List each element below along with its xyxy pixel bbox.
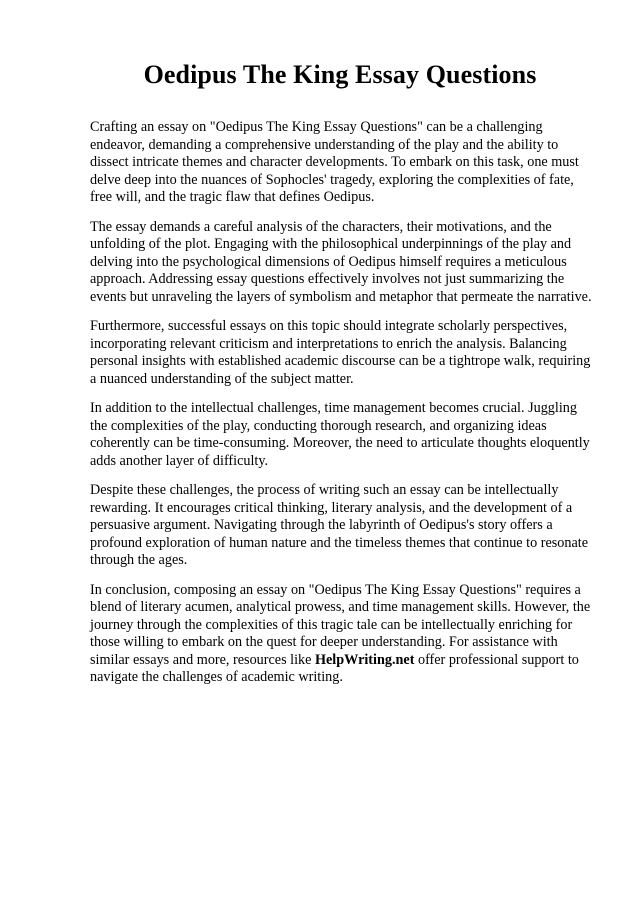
paragraph-4: In addition to the intellectual challenges, time management becomes crucial. Juggling the complexities of the play, conducting thorough research, and organizing ideas coherently can be time-consuming. Moreover, the need to articulate thoughts eloquently adds another layer of difficulty.	[90, 400, 590, 469]
paragraph-6	[90, 582, 593, 687]
paragraph-6-text-before-brand: In conclusion, composing an essay on "Oedipus The King Essay Questions" requires a blend of literary acumen, analytical prowess, and time management skills. However, the journey through the complexities of this tragic tale can be intellectually enriching for those willing to embark on the quest for deeper understanding. For assistance with similar essays and more, resources like	[90, 581, 591, 668]
document-body	[90, 119, 593, 699]
paragraph-6-text-after-brand: offer professional support to navigate the challenges of academic writing.	[90, 651, 579, 685]
paragraph-2: The essay demands a careful analysis of the characters, their motivations, and the unfolding of the plot. Engaging with the philosophical underpinnings of the play and delving into the psychological dimensions of Oedipus himself requires a meticulous approach. Addressing essay questions effectively involves not just summarizing the events but unraveling the layers of symbolism and metaphor that permeate the narrative.	[90, 218, 592, 305]
paragraph-5: Despite these challenges, the process of writing such an essay can be intellectually rewarding. It encourages critical thinking, literary analysis, and the development of a persuasive argument. Navigating through the labyrinth of Oedipus's story offers a profound exploration of human nature and the timeless themes that continue to resonate through the ages.	[90, 482, 588, 568]
paragraph-3: Furthermore, successful essays on this topic should integrate scholarly perspectives, incorporating relevant criticism and interpretations to enrich the analysis. Balancing personal insights with established academic discourse can be a tightrope walk, requiring a nuanced understanding of the subject matter.	[90, 318, 591, 387]
page-title: Oedipus The King Essay Questions	[143, 60, 537, 89]
brand-name: HelpWriting.net	[314, 651, 415, 668]
paragraph-1: Crafting an essay on "Oedipus The King Essay Questions" can be a challenging endeavor, demanding a comprehensive understanding of the play and the ability to dissect intricate themes and character developments. To embark on this task, one must delve deep into the nuances of Sophocles' tragedy, exploring the complexities of fate, free will, and the tragic flaw that defines Oedipus.	[90, 119, 579, 205]
